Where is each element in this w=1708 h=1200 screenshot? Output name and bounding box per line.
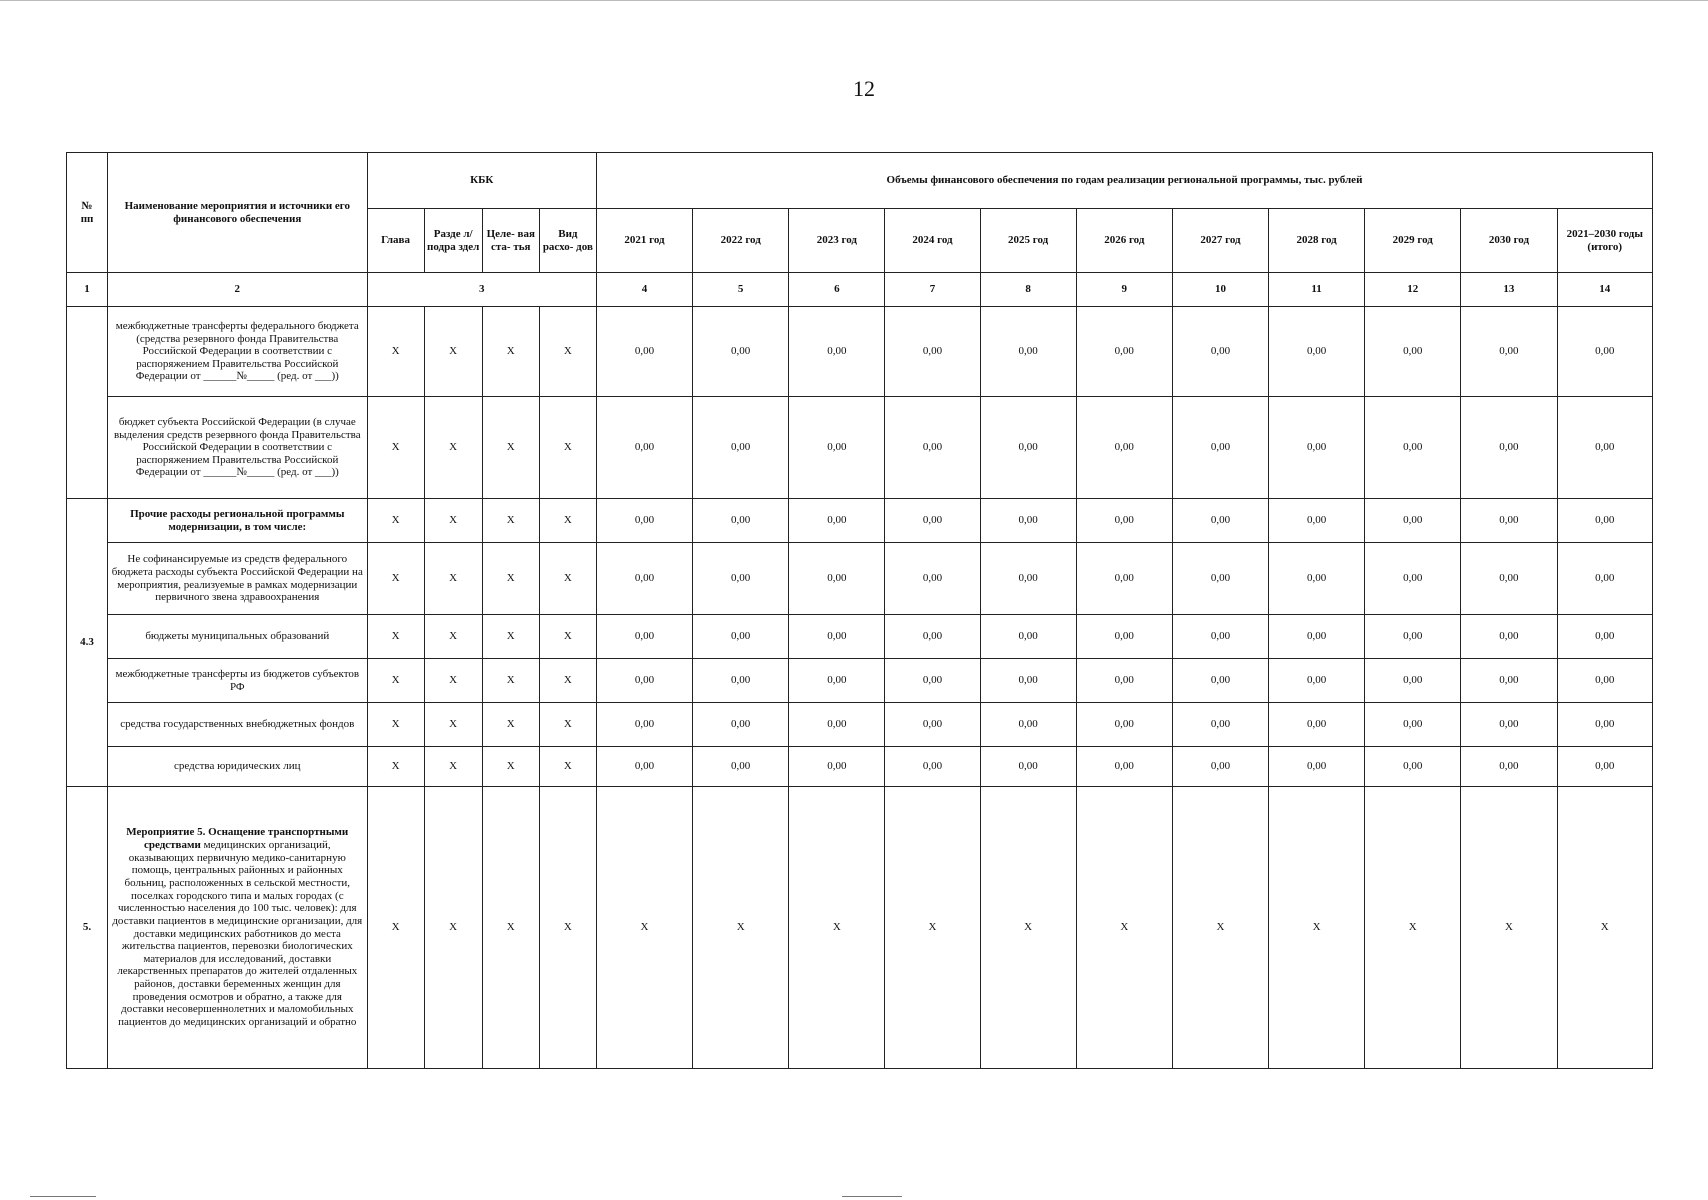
row-number: 4.3	[67, 499, 108, 787]
kbk-cell: X	[482, 499, 539, 543]
kbk-cell: X	[367, 543, 424, 615]
header-pp: пп	[80, 212, 94, 225]
value-cell: 0,00	[1557, 397, 1653, 499]
column-number: 1	[67, 273, 108, 307]
kbk-cell: X	[482, 703, 539, 747]
value-cell: 0,00	[789, 615, 885, 659]
value-cell: 0,00	[1269, 747, 1365, 787]
header-year: 2030 год	[1461, 209, 1557, 273]
value-cell: 0,00	[1172, 543, 1268, 615]
value-cell: 0,00	[885, 543, 980, 615]
value-cell: 0,00	[1076, 499, 1172, 543]
row-description: бюджеты муниципальных образований	[108, 615, 367, 659]
header-no: №	[81, 199, 93, 212]
value-cell: 0,00	[1172, 703, 1268, 747]
kbk-cell: X	[367, 397, 424, 499]
column-number: 6	[789, 273, 885, 307]
value-cell: 0,00	[789, 397, 885, 499]
value-cell: 0,00	[1557, 615, 1653, 659]
value-cell: 0,00	[693, 703, 789, 747]
value-cell: 0,00	[980, 615, 1076, 659]
value-cell: 0,00	[1461, 703, 1557, 747]
row-number: 5.	[67, 787, 108, 1069]
kbk-cell: X	[482, 747, 539, 787]
table-row	[67, 397, 1653, 499]
row-description: средства юридических лиц	[108, 747, 367, 787]
value-cell: 0,00	[1557, 747, 1653, 787]
column-number: 3	[367, 273, 596, 307]
kbk-cell: X	[539, 659, 596, 703]
header-year: 2022 год	[693, 209, 789, 273]
value-cell: 0,00	[596, 659, 692, 703]
row-description: межбюджетные трансферты федерального бюджета (средства резервного фонда Правительства Российской Федерации в соответствии с распоряжением Правительства Российской Федерации от ______№_____ (ред. от ___))	[108, 307, 367, 397]
header-kbk-col: Вид расхо- дов	[539, 209, 596, 273]
value-cell: 0,00	[1461, 397, 1557, 499]
value-cell: 0,00	[1557, 307, 1653, 397]
value-cell: 0,00	[1269, 615, 1365, 659]
value-cell: 0,00	[1365, 747, 1461, 787]
kbk-cell: X	[424, 787, 482, 1069]
scan-edge-top	[0, 0, 1708, 1]
value-cell: 0,00	[1269, 307, 1365, 397]
value-cell: X	[1461, 787, 1557, 1069]
row-description: Не софинансируемые из средств федерального бюджета расходы субъекта Российской Федерации на мероприятия, реализуемые в рамках модернизации первичного звена здравоохранения	[108, 543, 367, 615]
value-cell: X	[1269, 787, 1365, 1069]
value-cell: 0,00	[1172, 659, 1268, 703]
page-number: 12	[853, 76, 875, 101]
value-cell: 0,00	[1557, 703, 1653, 747]
scan-edge-bottom-left	[30, 1196, 96, 1197]
value-cell: 0,00	[596, 397, 692, 499]
kbk-cell: X	[482, 659, 539, 703]
value-cell: 0,00	[1461, 499, 1557, 543]
header-year: 2021–2030 годы (итого)	[1557, 209, 1653, 273]
table-row	[67, 659, 1653, 703]
value-cell: 0,00	[693, 307, 789, 397]
value-cell: 0,00	[789, 747, 885, 787]
value-cell: 0,00	[596, 307, 692, 397]
kbk-cell: X	[367, 787, 424, 1069]
value-cell: 0,00	[980, 307, 1076, 397]
value-cell: 0,00	[789, 307, 885, 397]
kbk-cell: X	[539, 703, 596, 747]
kbk-cell: X	[424, 747, 482, 787]
value-cell: 0,00	[1076, 747, 1172, 787]
value-cell: 0,00	[885, 397, 980, 499]
value-cell: 0,00	[789, 703, 885, 747]
value-cell: 0,00	[693, 747, 789, 787]
value-cell: 0,00	[596, 615, 692, 659]
value-cell: 0,00	[885, 615, 980, 659]
value-cell: 0,00	[1076, 397, 1172, 499]
header-year: 2021 год	[596, 209, 692, 273]
kbk-cell: X	[424, 499, 482, 543]
value-cell: 0,00	[1461, 615, 1557, 659]
value-cell: 0,00	[1172, 307, 1268, 397]
value-cell: X	[693, 787, 789, 1069]
kbk-cell: X	[367, 499, 424, 543]
header-kbk: КБК	[367, 153, 596, 209]
table-row	[67, 499, 1653, 543]
value-cell: 0,00	[1461, 659, 1557, 703]
value-cell: 0,00	[1461, 543, 1557, 615]
value-cell: X	[789, 787, 885, 1069]
value-cell: 0,00	[980, 543, 1076, 615]
kbk-cell: X	[367, 747, 424, 787]
kbk-cell: X	[424, 543, 482, 615]
scan-edge-bottom-mid	[842, 1196, 902, 1197]
value-cell: 0,00	[1557, 659, 1653, 703]
value-cell: 0,00	[596, 703, 692, 747]
value-cell: 0,00	[693, 499, 789, 543]
header-year: 2027 год	[1172, 209, 1268, 273]
value-cell: 0,00	[1365, 659, 1461, 703]
value-cell: 0,00	[1269, 703, 1365, 747]
column-number: 4	[596, 273, 692, 307]
value-cell: 0,00	[596, 543, 692, 615]
value-cell: 0,00	[693, 659, 789, 703]
row-description: средства государственных внебюджетных фондов	[108, 703, 367, 747]
kbk-cell: X	[367, 307, 424, 397]
value-cell: X	[1557, 787, 1653, 1069]
value-cell: 0,00	[1076, 543, 1172, 615]
kbk-cell: X	[424, 659, 482, 703]
value-cell: 0,00	[1269, 543, 1365, 615]
table-row	[67, 747, 1653, 787]
value-cell: 0,00	[1557, 543, 1653, 615]
kbk-cell: X	[482, 307, 539, 397]
value-cell: 0,00	[1365, 499, 1461, 543]
value-cell: X	[596, 787, 692, 1069]
kbk-cell: X	[424, 703, 482, 747]
value-cell: 0,00	[1269, 659, 1365, 703]
table-row	[67, 543, 1653, 615]
value-cell: 0,00	[1172, 615, 1268, 659]
value-cell: 0,00	[789, 499, 885, 543]
row-description: межбюджетные трансферты из бюджетов субъектов РФ	[108, 659, 367, 703]
header-year: 2028 год	[1269, 209, 1365, 273]
value-cell: 0,00	[980, 747, 1076, 787]
value-cell: 0,00	[1269, 499, 1365, 543]
column-number: 12	[1365, 273, 1461, 307]
header-year: 2029 год	[1365, 209, 1461, 273]
kbk-cell: X	[539, 543, 596, 615]
kbk-cell: X	[482, 615, 539, 659]
value-cell: 0,00	[1076, 703, 1172, 747]
column-number: 5	[693, 273, 789, 307]
value-cell: 0,00	[1172, 747, 1268, 787]
financing-table	[66, 152, 1653, 1069]
column-number: 2	[108, 273, 367, 307]
table-row	[67, 615, 1653, 659]
column-number: 14	[1557, 273, 1653, 307]
value-cell: 0,00	[885, 307, 980, 397]
header-year: 2026 год	[1076, 209, 1172, 273]
kbk-cell: X	[539, 307, 596, 397]
value-cell: 0,00	[789, 543, 885, 615]
value-cell: 0,00	[1365, 703, 1461, 747]
header-year: 2023 год	[789, 209, 885, 273]
value-cell: 0,00	[1365, 615, 1461, 659]
value-cell: X	[1365, 787, 1461, 1069]
value-cell: 0,00	[1172, 499, 1268, 543]
kbk-cell: X	[424, 615, 482, 659]
value-cell: 0,00	[1461, 307, 1557, 397]
value-cell: 0,00	[980, 397, 1076, 499]
value-cell: 0,00	[596, 747, 692, 787]
header-year: 2025 год	[980, 209, 1076, 273]
row-description: бюджет субъекта Российской Федерации (в случае выделения средств резервного фонда Правительства Российской Федерации в соответствии с распоряжением Правительства Российской Федерации от ______№_____ (ред. от ___))	[108, 397, 367, 499]
header-kbk-col: Разде л/ подра здел	[424, 209, 482, 273]
value-cell: 0,00	[885, 703, 980, 747]
value-cell: 0,00	[693, 543, 789, 615]
value-cell: 0,00	[1365, 307, 1461, 397]
header-name: Наименование мероприятия и источники его финансового обеспечения	[108, 153, 367, 273]
kbk-cell: X	[367, 703, 424, 747]
row-description-bold: Мероприятие 5. Оснащение транспортными средствами	[126, 826, 349, 852]
value-cell: 0,00	[885, 499, 980, 543]
table-row	[67, 787, 1653, 1069]
column-number: 13	[1461, 273, 1557, 307]
column-number: 9	[1076, 273, 1172, 307]
value-cell: 0,00	[1076, 659, 1172, 703]
value-cell: 0,00	[596, 499, 692, 543]
value-cell: 0,00	[693, 615, 789, 659]
value-cell: 0,00	[1076, 307, 1172, 397]
value-cell: X	[980, 787, 1076, 1069]
kbk-cell: X	[539, 499, 596, 543]
kbk-cell: X	[482, 787, 539, 1069]
column-number: 10	[1172, 273, 1268, 307]
kbk-cell: X	[539, 747, 596, 787]
header-year: 2024 год	[885, 209, 980, 273]
value-cell: 0,00	[980, 659, 1076, 703]
value-cell: 0,00	[1365, 543, 1461, 615]
value-cell: 0,00	[1076, 615, 1172, 659]
value-cell: 0,00	[693, 397, 789, 499]
column-number: 11	[1269, 273, 1365, 307]
value-cell: 0,00	[1172, 397, 1268, 499]
value-cell: 0,00	[980, 703, 1076, 747]
value-cell: 0,00	[885, 659, 980, 703]
kbk-cell: X	[482, 397, 539, 499]
kbk-cell: X	[539, 787, 596, 1069]
kbk-cell: X	[539, 615, 596, 659]
value-cell: 0,00	[1461, 747, 1557, 787]
table-row	[67, 703, 1653, 747]
header-kbk-col: Целе- вая ста- тья	[482, 209, 539, 273]
row-number	[67, 307, 108, 499]
value-cell: 0,00	[1269, 397, 1365, 499]
kbk-cell: X	[482, 543, 539, 615]
value-cell: 0,00	[885, 747, 980, 787]
header-volumes: Объемы финансового обеспечения по годам реализации региональной программы, тыс. рублей	[596, 153, 1652, 209]
kbk-cell: X	[367, 659, 424, 703]
row-description-rest: медицинских организаций, оказывающих первичную медико-санитарную помощь, центральных районных и районных больниц, расположенных в сельской местности, поселках городского типа и малых городах (с численностью населения до 100 тыс. человек): для доставки пациентов в медицинские организации, для доставки медицинских работников до места жительства пациентов, перевозки биологических материалов для исследований, доставки лекарственных препаратов до жителей отдаленных районов, доставки беременных женщин для проведения осмотров и обратно, а также для доставки несовершеннолетних и маломобильных пациентов до медицинских организаций и обратно	[112, 839, 363, 1028]
value-cell: 0,00	[1365, 397, 1461, 499]
row-description: Прочие расходы региональной программы модернизации, в том числе:	[108, 499, 367, 543]
value-cell: X	[1076, 787, 1172, 1069]
header-number-cell	[67, 153, 108, 273]
table-row	[67, 307, 1653, 397]
kbk-cell: X	[424, 307, 482, 397]
row-description	[108, 787, 367, 1069]
value-cell: 0,00	[980, 499, 1076, 543]
value-cell: 0,00	[789, 659, 885, 703]
column-number: 8	[980, 273, 1076, 307]
kbk-cell: X	[539, 397, 596, 499]
value-cell: 0,00	[1557, 499, 1653, 543]
kbk-cell: X	[424, 397, 482, 499]
value-cell: X	[885, 787, 980, 1069]
kbk-cell: X	[367, 615, 424, 659]
column-number: 7	[885, 273, 980, 307]
header-kbk-col: Глава	[367, 209, 424, 273]
value-cell: X	[1172, 787, 1268, 1069]
